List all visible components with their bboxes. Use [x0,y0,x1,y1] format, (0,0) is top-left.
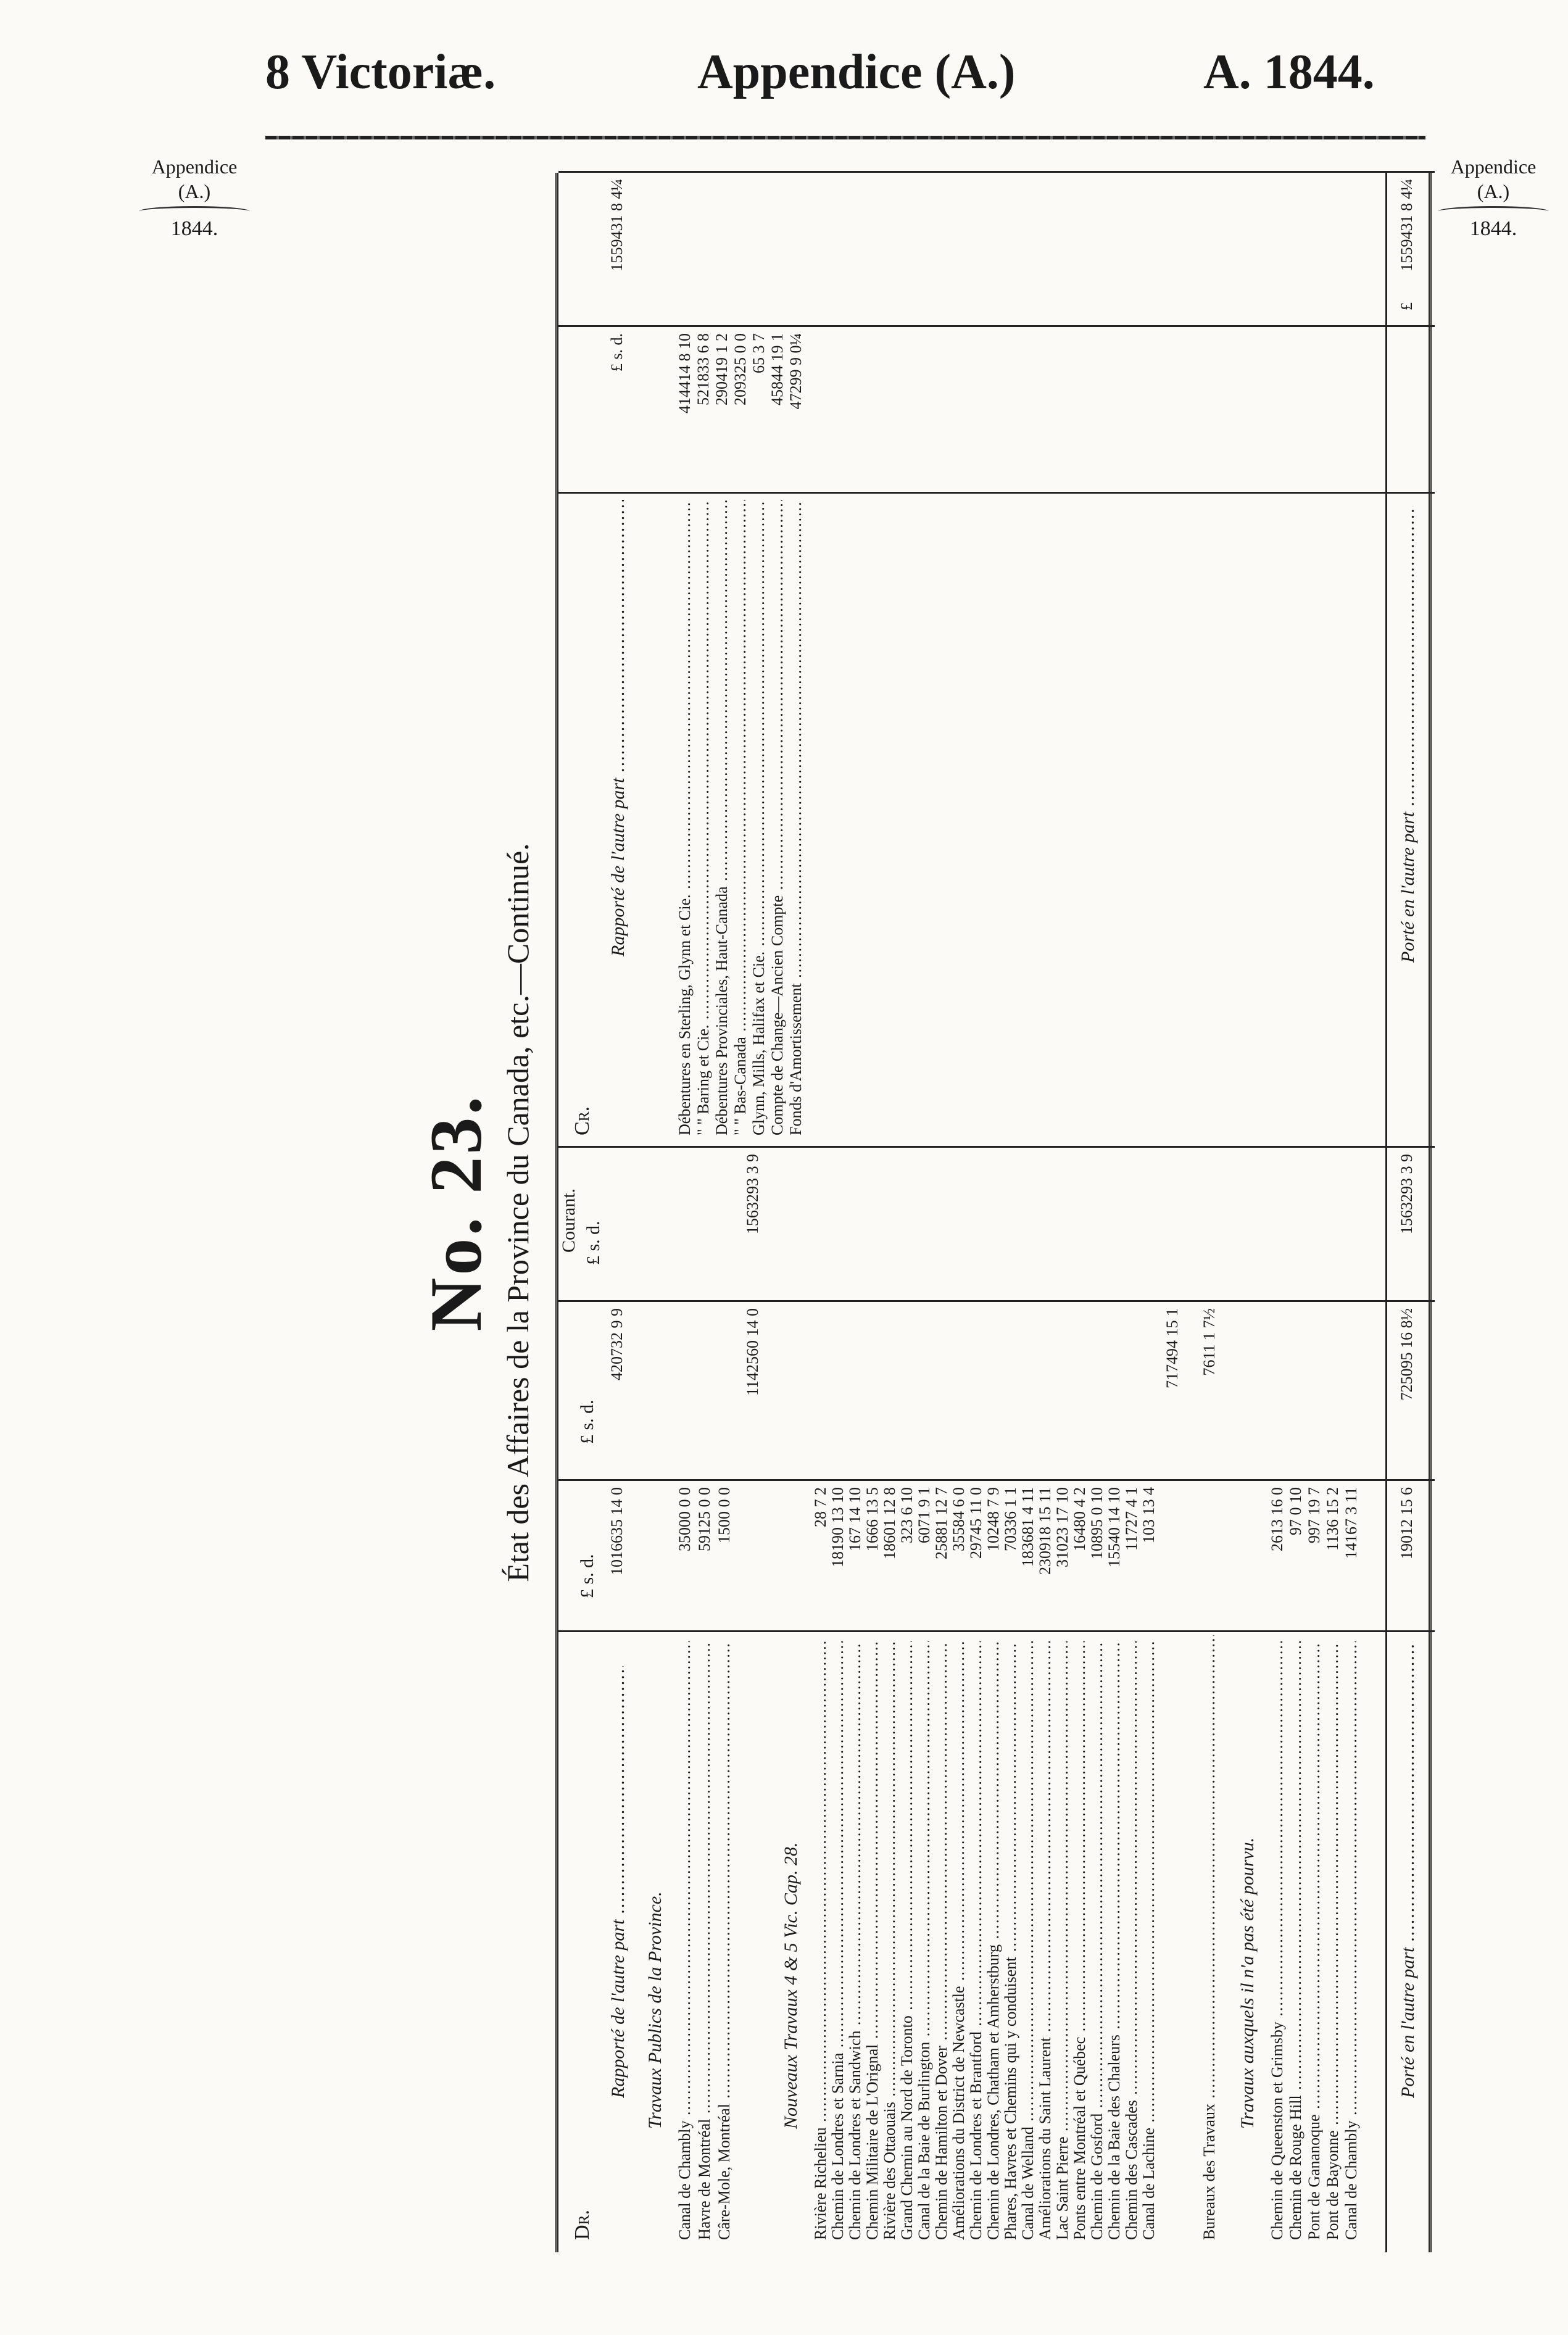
credit-label: Compte de Change—Ancien Compte ..... [768,500,787,1135]
credit-value: 65 3 7 [750,333,768,373]
margin-appendice: Appendice [1450,156,1537,178]
section2-label: Chemin de Londres et Brantford ..... [967,1641,985,2240]
section2-label: Améliorations du Saint Laurent ..... [1036,1641,1055,2240]
section3-label: Canal de Chambly ..... [1342,1641,1361,2240]
credit-label: " " Baring et Cie. ..... [694,500,713,1135]
section2-label: Ponts entre Montréal et Québec ..... [1071,1641,1089,2240]
margin-brace [139,206,250,217]
section2-label: Chemin de Londres et Sandwich ..... [846,1641,865,2240]
center-divider [558,1146,1435,1148]
section2-label: Chemin de Londres et Sarnia ..... [829,1641,847,2240]
section1-value: 35000 0 0 [676,1487,694,1551]
section1-label: Havre de Montréal ..... [695,1641,714,2240]
bureaux-value: 7611 1 7½ [1200,1308,1218,1376]
section3-label: Chemin de Queenston et Grimsby ..... [1268,1641,1287,2240]
section2-value: 183681 4 11 [1019,1487,1037,1567]
section2-value: 16480 4 2 [1071,1487,1089,1551]
section2-label: Chemin de Gosford ..... [1088,1641,1106,2240]
header-left: 8 Victoriæ. [265,45,496,99]
rotated-page-body [413,173,1462,2252]
section3-label: Pont de Bayonne ..... [1324,1641,1342,2240]
section2-value: 10248 7 9 [984,1487,1002,1551]
debit-courant-total: 1563293 3 9 [744,1154,761,1234]
credit-value: 290419 1 2 [713,333,731,405]
margin-year: 1844. [1469,217,1517,240]
section3-label: Pont de Gananoque ..... [1305,1641,1324,2240]
credit-label: Glynn, Mills, Halifax et Cie. ..... [750,500,768,1135]
debit-porte-col1: 19012 15 6 [1398,1487,1416,1559]
section2-value: 18190 13 10 [829,1487,847,1567]
credit-label: Débentures en Sterling, Glynn et Cie. ..... [676,500,694,1135]
debit-head-courant: Courant. [558,1188,579,1253]
debit-porte-label: Porté en l'autre part ..... [1398,1641,1419,2098]
credit-value: 521833 6 8 [694,333,712,405]
credit-col3-line [558,171,1435,173]
section2-value: 18601 12 8 [881,1487,898,1559]
section2-value: 10895 0 10 [1088,1487,1106,1559]
margin-sub: (A.) [178,180,211,202]
section2-value: 28 7 2 [811,1487,829,1527]
section2-value: 6071 9 1 [915,1487,933,1543]
credit-porte-pound: £ [1398,302,1416,310]
section2-label: Chemin des Cascades ..... [1122,1641,1141,2240]
section2-label: Canal de Welland ..... [1019,1641,1037,2240]
section2-label: Grand Chemin au Nord de Toronto ..... [898,1641,916,2240]
section2-label: Rivière des Ottaouais ..... [881,1641,899,2240]
section3-value: 997 19 7 [1305,1487,1323,1543]
credit-value: 45844 19 1 [768,333,786,405]
debit-rapport-label: Rapporté de l'autre part ..... [608,1666,629,2098]
section2-value: 167 14 10 [846,1487,864,1551]
credit-courant-total: 1559431 8 4¼ [608,179,626,272]
credit-label: Débentures Provinciales, Haut-Canada ..... [713,500,731,1135]
section2-value: 31023 17 10 [1053,1487,1071,1567]
section2-label: Phares, Havres et Chemins qui y conduisent ..... [1002,1641,1020,2240]
section2-label: Canal de Lachine ..... [1140,1641,1158,2240]
debit-porte-courant: 1563293 3 9 [1398,1154,1416,1234]
margin-appendice: Appendice [151,156,238,178]
credit-porte-courant: 1559431 8 4¼ [1398,179,1416,272]
credit-side-label: Cr. [571,1106,594,1135]
section3-value: 97 0 10 [1287,1487,1305,1535]
document-title: État des Affaires de la Province du Canada, etc.—Continué. [500,843,535,1582]
section2-total: 717494 15 1 [1163,1308,1181,1388]
header-center: Appendice (A.) [697,45,1016,99]
credit-value: 414414 8 10 [676,333,694,413]
bureaux-label: Bureaux des Travaux ..... [1200,1635,1219,2240]
section2-title: Nouveaux Travaux 4 & 5 Vic. Cap. 28. [781,1842,801,2129]
debit-col2-line [558,1479,1435,1481]
section2-label: Lac Saint Pierre ..... [1053,1641,1072,2240]
section3-value: 14167 3 11 [1342,1487,1360,1559]
section1-value: 1500 0 0 [715,1487,733,1543]
section2-value: 11727 4 1 [1122,1487,1140,1551]
debit-rapport-row [608,1148,633,2252]
section2-label: Rivière Richelieu ..... [811,1641,830,2240]
credit-col1-head: £ s. d. [608,333,626,372]
section1-value: 59125 0 0 [695,1487,713,1551]
section2-label: Chemin de Hamilton et Dover ..... [932,1641,951,2240]
section3-value: 1136 15 2 [1324,1487,1342,1551]
section2-label: Chemin de la Baie des Chaleurs ..... [1105,1641,1124,2240]
section2-label: Canal de la Baie de Burlington ..... [915,1641,934,2240]
section2-value: 70336 1 1 [1002,1487,1019,1551]
header-rule [265,136,1425,139]
margin-sub: (A.) [1477,180,1510,202]
section1-label: Canal de Chambly ..... [676,1641,694,2240]
total-line [1385,173,1387,2252]
debit-head-2: £ s. d. [577,1400,597,1444]
section2-value: 25881 12 7 [932,1487,950,1559]
section1-total: 1142560 14 0 [744,1308,761,1396]
section2-label: Améliorations du District de Newcastle ..... [950,1641,968,2240]
section2-value: 15540 14 10 [1105,1487,1123,1567]
section1-title: Travaux Publics de la Province. [645,1891,665,2129]
section2-value: 29745 11 0 [967,1487,985,1559]
section2-value: 1666 13 5 [863,1487,881,1551]
section2-value: 323 6 10 [898,1487,916,1543]
margin-year: 1844. [170,217,218,240]
debit-courant-sub: £ s. d. [583,1221,604,1265]
credit-porte-label: Porté en l'autre part ..... [1398,506,1419,963]
document-number: No. 23. [415,1093,497,1332]
section3-label: Chemin de Rouge Hill ..... [1287,1641,1305,2240]
section2-value: 230918 15 11 [1036,1487,1054,1575]
section3-title: Travaux auxquels il n'a pas été pourvu. [1237,1837,1258,2129]
debit-head-1: £ s. d. [577,1554,597,1598]
credit-rapport-label: Rapporté de l'autre part ..... [608,500,629,956]
credit-label: " " Bas-Canada ..... [731,500,750,1135]
section2-label: Chemin de Londres, Chatham et Amherstburg ..... [984,1641,1003,2240]
credit-label: Fonds d'Amortissement ..... [787,500,805,1135]
credit-value: 209325 0 0 [731,333,749,405]
debit-col3-line [558,1300,1435,1302]
margin-label-left [133,154,256,241]
section2-label: Chemin Militaire de L'Orignal ..... [863,1641,882,2240]
debit-rapport-col2: 420732 9 9 [608,1308,626,1380]
accounts-table [555,173,1432,2252]
credit-col2-line [558,325,1435,327]
section2-value: 35584 6 0 [950,1487,968,1551]
debit-side-label: Dr. [571,2209,594,2240]
debit-rapport-col1: 1016635 14 0 [608,1487,626,1575]
debit-porte-col2: 725095 16 8½ [1398,1308,1416,1401]
credit-value: 47299 9 0¼ [787,333,805,410]
section1-label: Câre-Mole, Montréal ..... [715,1641,734,2240]
section2-value: 103 13 4 [1140,1487,1158,1543]
header-right: A. 1844. [1203,45,1375,99]
section3-value: 2613 16 0 [1268,1487,1286,1551]
